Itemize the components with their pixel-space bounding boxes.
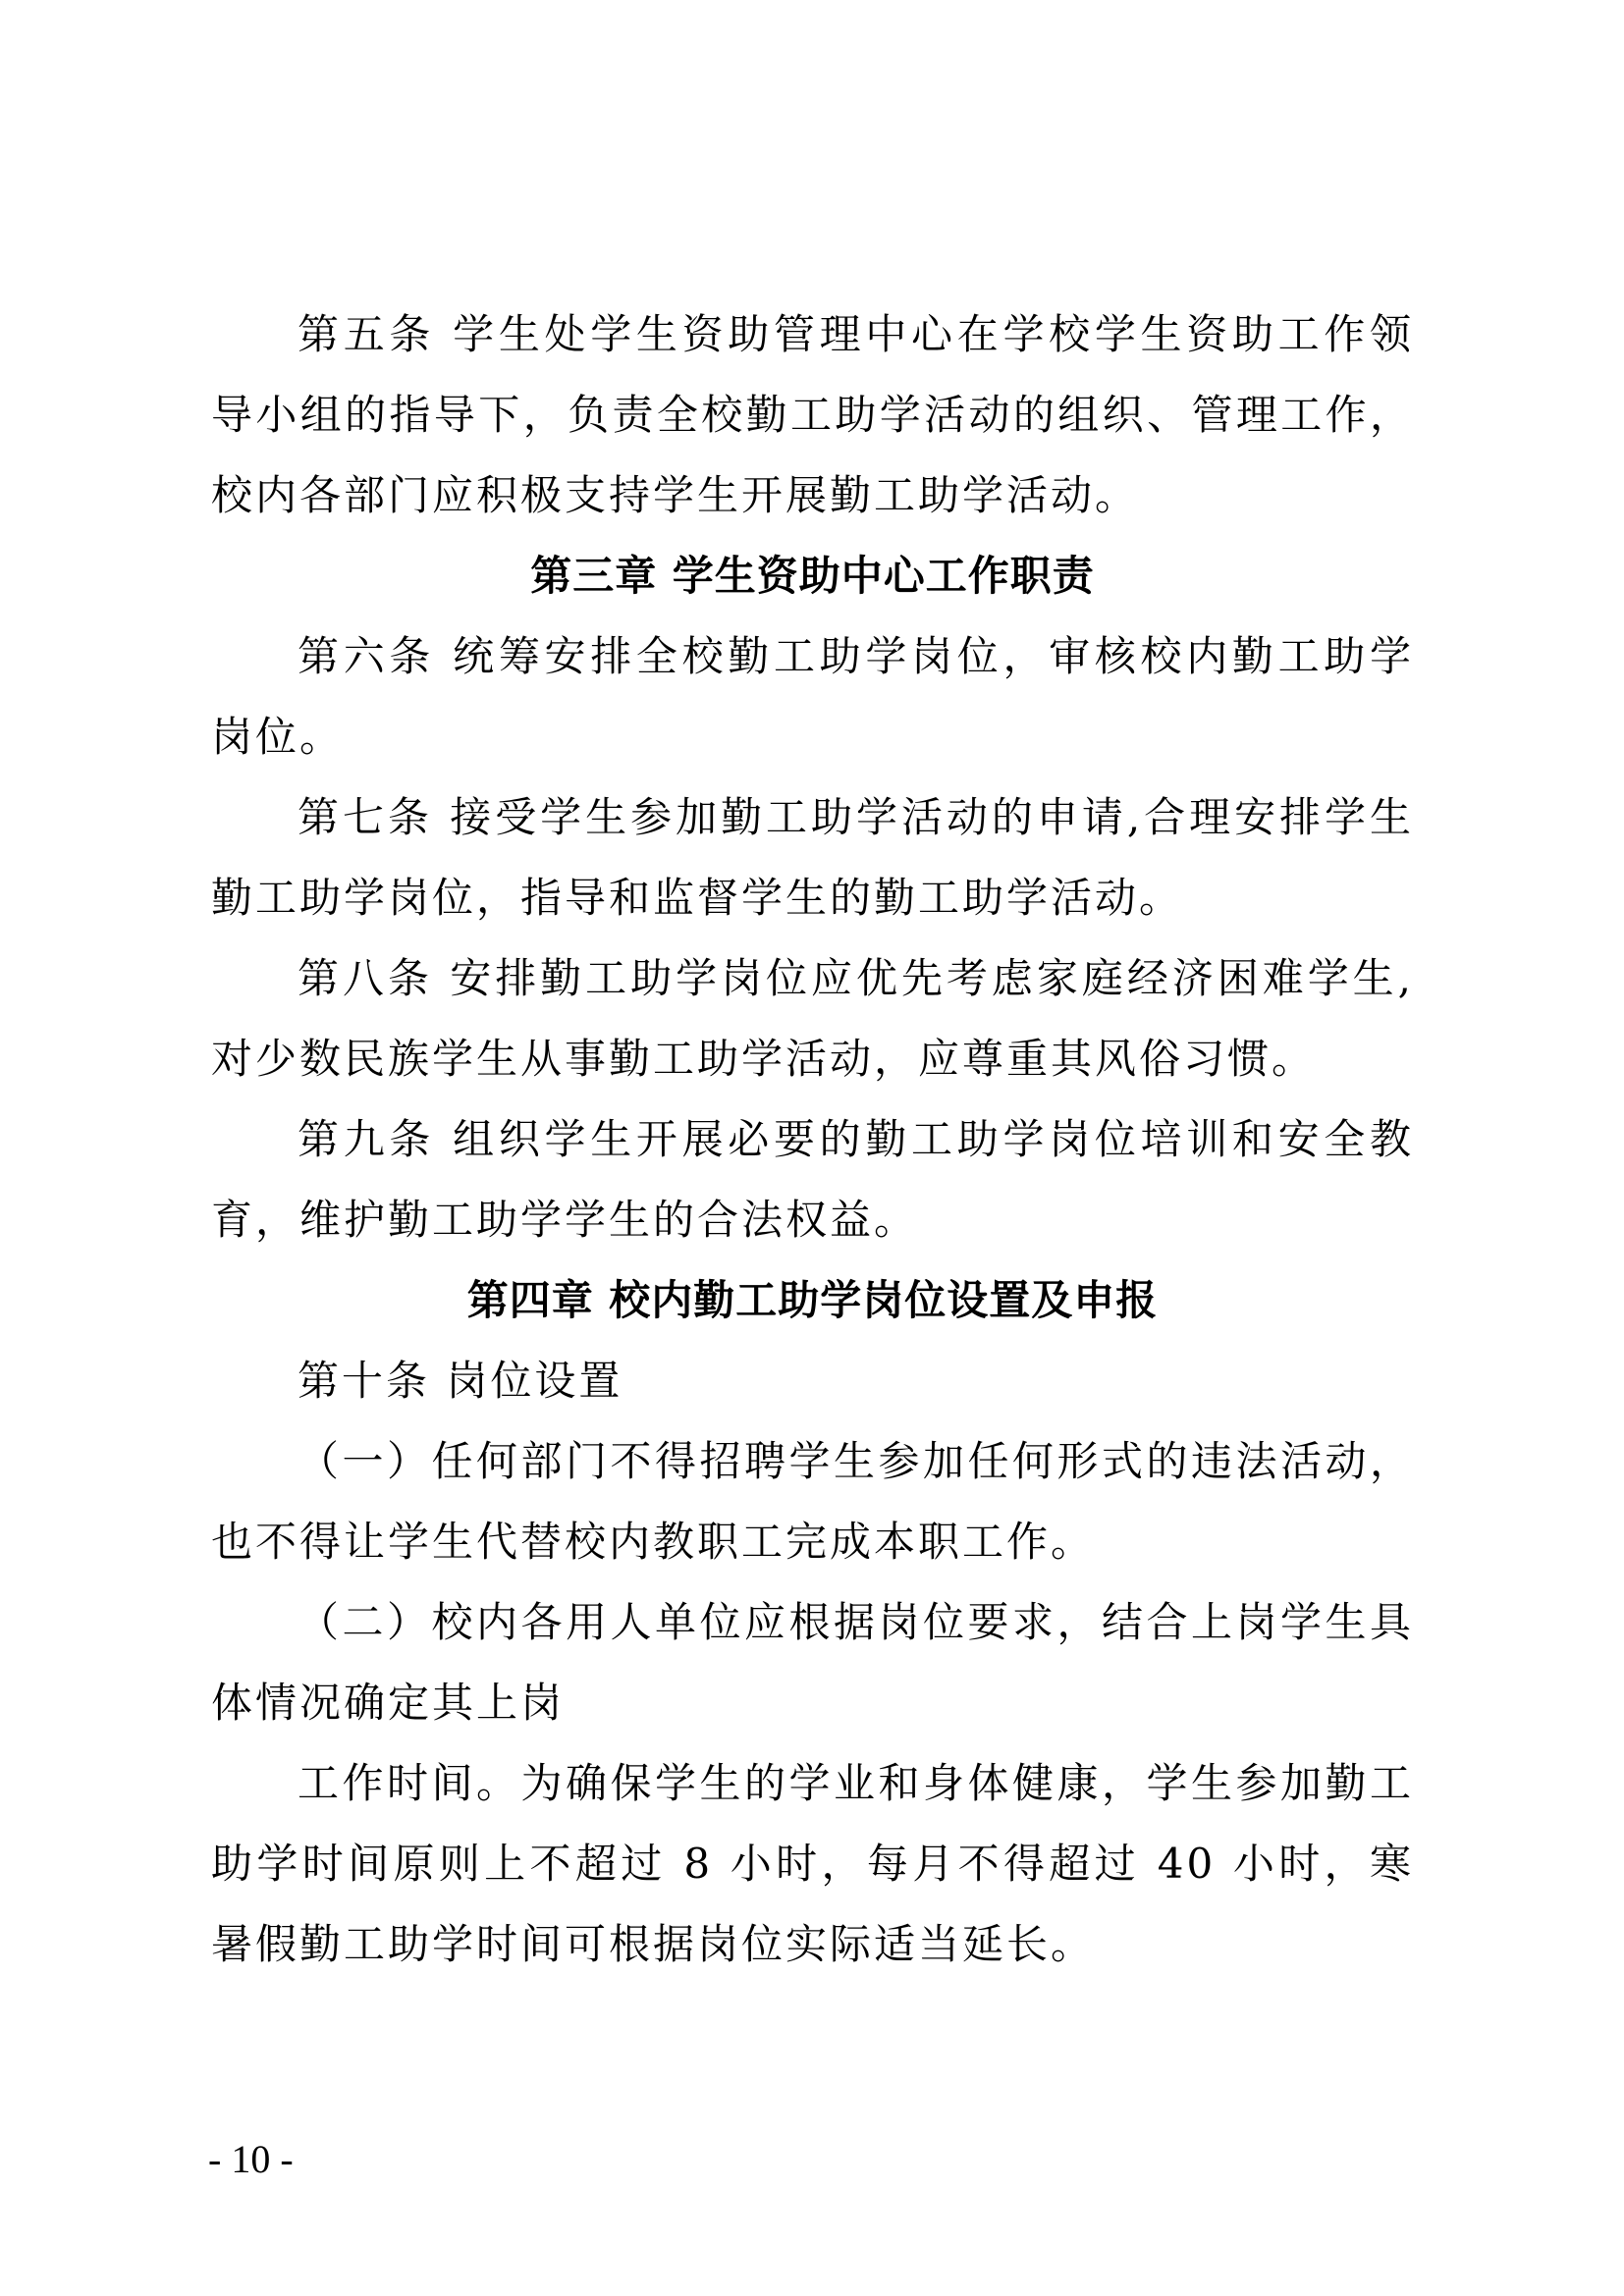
article-10: 第十条 岗位设置 [298,1357,623,1405]
work-time-paragraph: 工作时间。为确保学生的学业和身体健康，学生参加勤工助学时间原则上不超过 8 小时，每月不得超过 40 小时，寒暑假勤工助学时间可根据岗位实际适当延长。 [211,1759,1414,1968]
article-10-item-1: （一）任何部门不得招聘学生参加任何形式的违法活动，也不得让学生代替校内教职工完成本职工作。 [211,1437,1414,1566]
page-number: - 10 - [208,2137,294,2181]
article-7: 第七条 接受学生参加勤工助学活动的申请,合理安排学生勤工助学岗位，指导和监督学生的勤工助学活动。 [211,793,1414,922]
article-10-item-2: （二）校内各用人单位应根据岗位要求，结合上岗学生具体情况确定其上岗 [211,1598,1414,1727]
article-8: 第八条 安排勤工助学岗位应优先考虑家庭经济困难学生,对少数民族学生从事勤工助学活动，应尊重其风俗习惯。 [211,954,1414,1083]
article-5: 第五条 学生处学生资助管理中心在学校学生资助工作领导小组的指导下，负责全校勤工助学活动的组织、管理工作，校内各部门应积极支持学生开展勤工助学活动。 [211,310,1414,519]
article-9: 第九条 组织学生开展必要的勤工助学岗位培训和安全教育，维护勤工助学学生的合法权益。 [211,1115,1414,1244]
chapter-4-heading: 第四章 校内勤工助学岗位设置及申报 [466,1276,1159,1324]
article-6: 第六条 统筹安排全校勤工助学岗位，审核校内勤工助学岗位。 [211,632,1414,761]
document-body [211,294,1414,1985]
chapter-3-heading: 第三章 学生资助中心工作职责 [530,552,1095,600]
